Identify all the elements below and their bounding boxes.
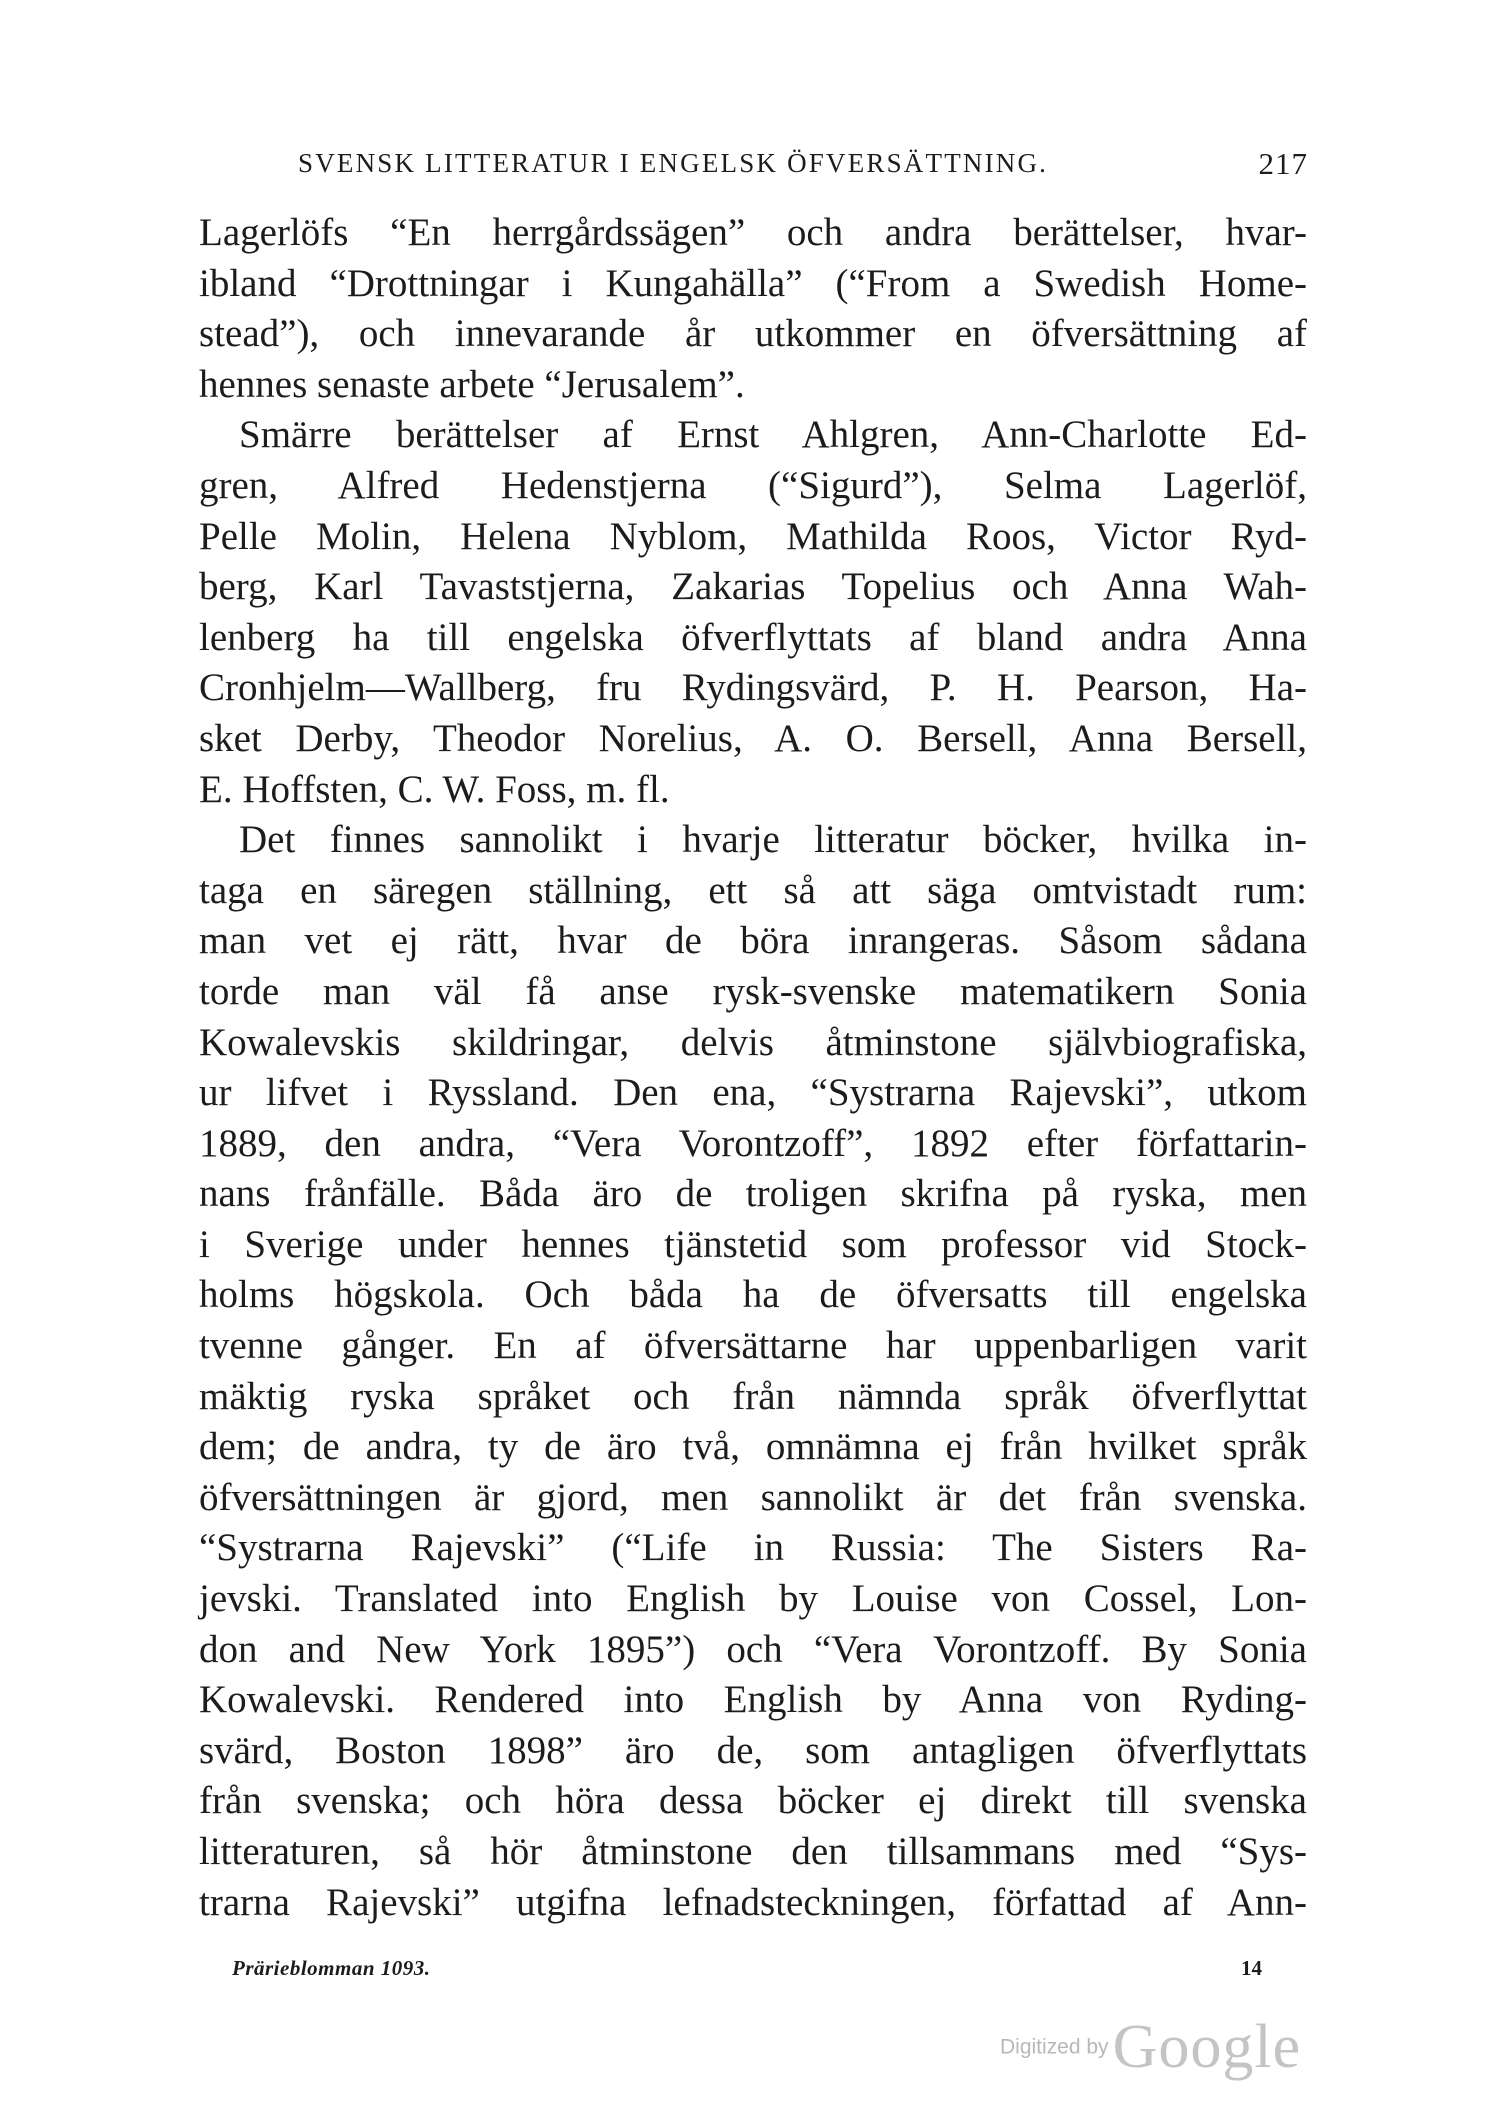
text-line: ur lifvet i Ryssland. Den ena, “Systrarna Rajevski”, utkom bbox=[199, 1071, 1307, 1115]
text-line: nans frånfälle. Båda äro de troligen skrifna på ryska, men bbox=[199, 1172, 1307, 1216]
text-line: man vet ej rätt, hvar de böra inrangeras. Såsom sådana bbox=[199, 919, 1307, 963]
text-line: gren, Alfred Hedenstjerna (“Sigurd”), Selma Lagerlöf, bbox=[199, 463, 1307, 507]
text-line: mäktig ryska språket och från nämnda språk öfverflyttat bbox=[199, 1374, 1307, 1418]
text-line: Pelle Molin, Helena Nyblom, Mathilda Roos, Victor Ryd- bbox=[199, 514, 1307, 558]
page-footer bbox=[232, 1956, 1262, 1986]
text-line: E. Hoffsten, C. W. Foss, m. fl. bbox=[199, 767, 670, 811]
printer-signature: Prärieblomman 1093. bbox=[232, 1956, 431, 1980]
text-line: sket Derby, Theodor Norelius, A. O. Bersell, Anna Bersell, bbox=[199, 716, 1307, 760]
text-line: jevski. Translated into English by Louise von Cossel, Lon- bbox=[199, 1577, 1307, 1621]
text-line: 1889, den andra, “Vera Vorontzoff”, 1892 efter författarin- bbox=[199, 1121, 1307, 1165]
digitized-watermark bbox=[1000, 2012, 1301, 2082]
text-line: “Systrarna Rajevski” (“Life in Russia: The Sisters Ra- bbox=[199, 1526, 1307, 1570]
text-line: tvenne gånger. En af öfversättarne har uppenbarligen varit bbox=[199, 1324, 1307, 1368]
text-line: Smärre berättelser af Ernst Ahlgren, Ann-Charlotte Ed- bbox=[239, 413, 1307, 457]
text-line: don and New York 1895”) och “Vera Vorontzoff. By Sonia bbox=[199, 1627, 1307, 1671]
text-line: trarna Rajevski” utgifna lefnadsteckningen, författad af Ann- bbox=[199, 1880, 1307, 1924]
text-line: Kowalevski. Rendered into English by Anna von Ryding- bbox=[199, 1678, 1307, 1722]
text-line: holms högskola. Och båda ha de öfversatts till engelska bbox=[199, 1273, 1307, 1317]
running-title: SVENSK LITTERATUR I ENGELSK ÖFVERSÄTTNING. bbox=[298, 148, 1049, 178]
text-line: i Sverige under hennes tjänstetid som professor vid Stock- bbox=[199, 1222, 1307, 1266]
text-line: stead”), och innevarande år utkommer en öfversättning af bbox=[199, 312, 1307, 356]
text-line: taga en säregen ställning, ett så att säga omtvistadt rum: bbox=[199, 868, 1307, 912]
text-line: ibland “Drottningar i Kungahälla” (“From a Swedish Home- bbox=[199, 261, 1307, 305]
digitized-label: Digitized by bbox=[1000, 2035, 1109, 2059]
text-line: Det finnes sannolikt i hvarje litteratur böcker, hvilka in- bbox=[239, 818, 1307, 862]
body-text bbox=[199, 208, 1307, 1928]
page-number: 217 bbox=[1258, 146, 1308, 181]
text-line: Kowalevskis skildringar, delvis åtminstone självbiografiska, bbox=[199, 1020, 1307, 1064]
text-line: torde man väl få anse rysk-svenske matematikern Sonia bbox=[199, 969, 1307, 1013]
running-head bbox=[298, 148, 1308, 188]
text-line: berg, Karl Tavaststjerna, Zakarias Topelius och Anna Wah- bbox=[199, 565, 1307, 609]
text-line: hennes senaste arbete “Jerusalem”. bbox=[199, 362, 745, 406]
text-line: litteraturen, så hör åtminstone den tillsammans med “Sys- bbox=[199, 1830, 1307, 1873]
text-line: lenberg ha till engelska öfverflyttats af bland andra Anna bbox=[199, 615, 1307, 659]
sheet-mark: 14 bbox=[1241, 1956, 1262, 1980]
text-line: Cronhjelm—Wallberg, fru Rydingsvärd, P. H. Pearson, Ha- bbox=[199, 666, 1307, 710]
text-line: dem; de andra, ty de äro två, omnämna ej från hvilket språk bbox=[199, 1425, 1307, 1469]
text-line: från svenska; och höra dessa böcker ej direkt till svenska bbox=[199, 1779, 1307, 1823]
google-logo: Google bbox=[1112, 2013, 1302, 2081]
text-line: svärd, Boston 1898” äro de, som antagligen öfverflyttats bbox=[199, 1728, 1307, 1772]
text-line: Lagerlöfs “En herrgårdssägen” och andra berättelser, hvar- bbox=[199, 211, 1307, 254]
text-line: öfversättningen är gjord, men sannolikt är det från svenska. bbox=[199, 1475, 1307, 1519]
